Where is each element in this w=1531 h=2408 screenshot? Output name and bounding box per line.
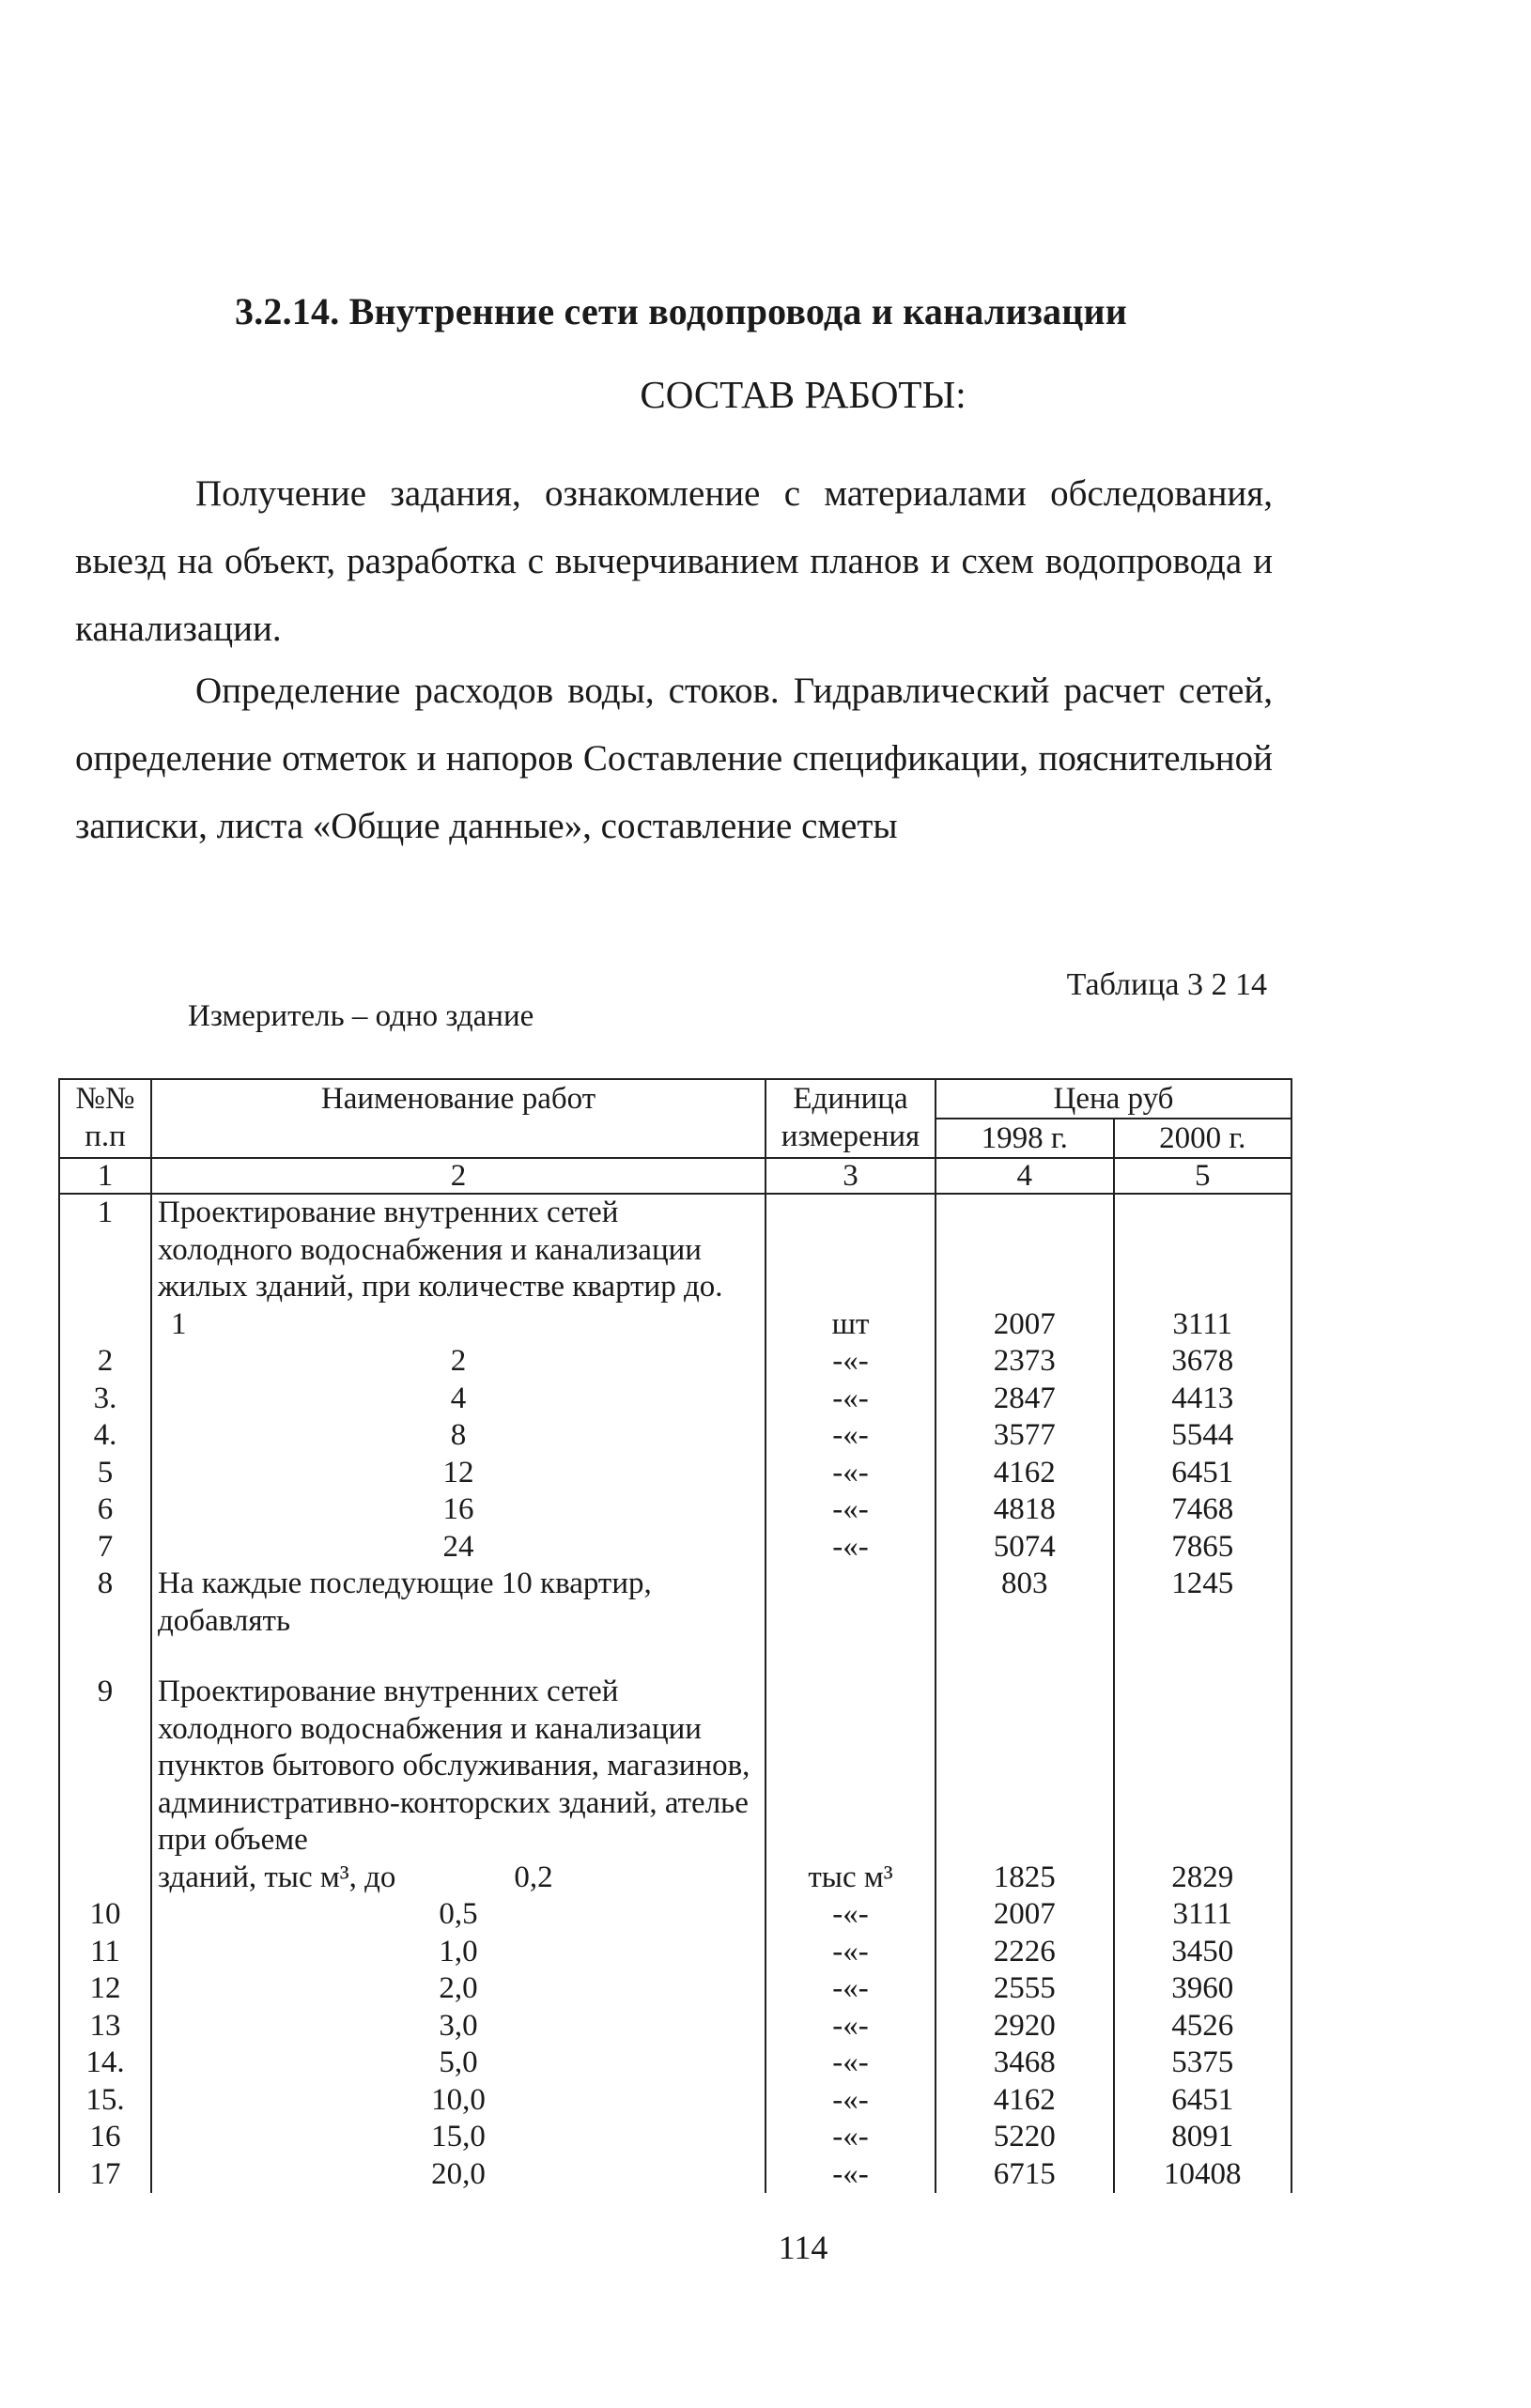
row-unit: -«- xyxy=(766,1970,936,2008)
row-price-1998: 2555 xyxy=(936,1970,1114,2008)
column-number: 1 xyxy=(59,1158,151,1194)
row-price-2000: 3960 xyxy=(1114,1970,1292,2008)
row-price-2000: 3678 xyxy=(1114,1343,1292,1381)
table-row xyxy=(59,2082,1291,2120)
row-price-2000: 3111 xyxy=(1114,1896,1292,1934)
row-unit: -«- xyxy=(766,2156,936,2194)
row-qty: 12 xyxy=(151,1455,766,1492)
row-price-1998: 6715 xyxy=(936,2156,1114,2194)
table-row xyxy=(59,1896,1291,1934)
row-qty: 10,0 xyxy=(151,2082,766,2120)
row-no: 10 xyxy=(59,1896,151,1934)
row-price-2000: 8091 xyxy=(1114,2119,1292,2156)
table-row xyxy=(59,1455,1291,1492)
row-price-2000: 7468 xyxy=(1114,1491,1292,1529)
row-unit: -«- xyxy=(766,2045,936,2082)
row-name: На каждые последующие 10 квартир, добавлять xyxy=(151,1566,766,1640)
header-price: Цена руб xyxy=(936,1079,1291,1119)
column-number-row xyxy=(59,1158,1291,1194)
table-row xyxy=(59,1381,1291,1418)
row-price-2000: 2829 xyxy=(1114,1674,1292,1896)
row-qty: 0,2 xyxy=(514,1860,553,1894)
row-price-1998: 1825 xyxy=(936,1674,1114,1896)
table-row xyxy=(59,2008,1291,2045)
row-unit: -«- xyxy=(766,1417,936,1455)
row-unit: -«- xyxy=(766,1491,936,1529)
paragraph-1 xyxy=(75,460,1273,663)
row-price-1998: 4162 xyxy=(936,2082,1114,2120)
table-row xyxy=(59,2119,1291,2156)
table-row xyxy=(59,2156,1291,2194)
group2-last-line xyxy=(158,1860,759,1897)
row-name xyxy=(151,1674,766,1896)
row-price-2000: 6451 xyxy=(1114,2082,1292,2120)
row-price-2000: 1245 xyxy=(1114,1566,1292,1640)
row-price-2000: 5375 xyxy=(1114,2045,1292,2082)
row-no: 17 xyxy=(59,2156,151,2194)
table-row xyxy=(59,1417,1291,1455)
row-no: 8 xyxy=(59,1566,151,1640)
row-unit: -«- xyxy=(766,2082,936,2120)
row-unit: -«- xyxy=(766,1934,936,1971)
row-price-2000: 3450 xyxy=(1114,1934,1292,1971)
column-number: 4 xyxy=(936,1158,1114,1194)
row-price-2000: 6451 xyxy=(1114,1455,1292,1492)
row-no: 14. xyxy=(59,2045,151,2082)
group2-description: Проектирование внутренних сетей холодного водоснабжения и канализации пунктов бытового обслуживания, магазинов, административно-конторских зданий, ателье при объеме xyxy=(158,1675,750,1857)
table-row xyxy=(59,1934,1291,1971)
table-row xyxy=(59,1529,1291,1567)
row-price-1998: 2920 xyxy=(936,2008,1114,2045)
row-price-1998: 803 xyxy=(936,1566,1114,1640)
row-no: 11 xyxy=(59,1934,151,1971)
row-qty: 2,0 xyxy=(151,1970,766,2008)
row-unit: -«- xyxy=(766,1343,936,1381)
row-price-1998: 2373 xyxy=(936,1343,1114,1381)
row-qty: 5,0 xyxy=(151,2045,766,2082)
row-price-1998: 3468 xyxy=(936,2045,1114,2082)
meter-label: Измеритель – одно здание xyxy=(188,999,534,1033)
page-number: 114 xyxy=(778,2229,828,2266)
row-price-2000: 4413 xyxy=(1114,1381,1292,1418)
row-name xyxy=(151,1194,766,1343)
table-row xyxy=(59,1566,1291,1640)
work-composition-heading: СОСТАВ РАБОТЫ: xyxy=(640,373,967,416)
row-qty: 4 xyxy=(151,1381,766,1418)
header-year-2000: 2000 г. xyxy=(1114,1119,1292,1158)
table-row xyxy=(59,1970,1291,2008)
row-unit: -«- xyxy=(766,2008,936,2045)
table-row xyxy=(59,1194,1291,1343)
row-qty: 16 xyxy=(151,1491,766,1529)
row-price-1998: 2007 xyxy=(936,1194,1114,1343)
row-no: 16 xyxy=(59,2119,151,2156)
row-no: 12 xyxy=(59,1970,151,2008)
row-no: 15. xyxy=(59,2082,151,2120)
row-unit: -«- xyxy=(766,1381,936,1418)
column-number: 3 xyxy=(766,1158,936,1194)
column-number: 5 xyxy=(1114,1158,1292,1194)
table-row xyxy=(59,1491,1291,1529)
paragraph-2 xyxy=(75,657,1273,860)
row-no: 9 xyxy=(59,1674,151,1896)
row-price-2000: 7865 xyxy=(1114,1529,1292,1567)
paragraph-1-text: Получение задания, ознакомление с материалами обследования, выезд на объект, разработка с вычерчиванием планов и схем водопровода и канализации. xyxy=(75,473,1273,649)
row-no: 13 xyxy=(59,2008,151,2045)
row-qty: 3,0 xyxy=(151,2008,766,2045)
header-no: №№ п.п xyxy=(59,1079,151,1158)
table-row xyxy=(59,1674,1291,1896)
price-table xyxy=(58,1078,1292,2193)
row-qty: 15,0 xyxy=(151,2119,766,2156)
row-price-1998: 4162 xyxy=(936,1455,1114,1492)
row-price-1998: 2007 xyxy=(936,1896,1114,1934)
row-price-1998: 5220 xyxy=(936,2119,1114,2156)
row-no: 5 xyxy=(59,1455,151,1492)
row-unit: -«- xyxy=(766,1455,936,1492)
row-no: 6 xyxy=(59,1491,151,1529)
row-qty: 8 xyxy=(151,1417,766,1455)
group1-description: Проектирование внутренних сетей холодного водоснабжения и канализации жилых зданий, при количестве квартир до. xyxy=(158,1196,723,1304)
row-qty: 2 xyxy=(151,1343,766,1381)
header-year-1998: 1998 г. xyxy=(936,1119,1114,1158)
row-qty: 20,0 xyxy=(151,2156,766,2194)
header-unit: Единица измерения xyxy=(766,1079,936,1158)
row-price-2000: 4526 xyxy=(1114,2008,1292,2045)
table-label: Таблица 3 2 14 xyxy=(1066,967,1267,1002)
row-unit: -«- xyxy=(766,1896,936,1934)
row-no: 1 xyxy=(59,1194,151,1343)
row-unit: -«- xyxy=(766,1529,936,1567)
row-unit: -«- xyxy=(766,2119,936,2156)
row-unit: шт xyxy=(766,1194,936,1343)
paragraph-2-text: Определение расходов воды, стоков. Гидравлический расчет сетей, определение отметок и напоров Составление спецификации, пояснительной записки, листа «Общие данные», составление сметы xyxy=(75,671,1273,846)
row-unit xyxy=(766,1566,936,1640)
row-price-1998: 2226 xyxy=(936,1934,1114,1971)
row-no: 3. xyxy=(59,1381,151,1418)
column-number: 2 xyxy=(151,1158,766,1194)
group2-last-line-text: зданий, тыс м³, до xyxy=(158,1860,396,1894)
row-qty: 24 xyxy=(151,1529,766,1567)
row-price-1998: 5074 xyxy=(936,1529,1114,1567)
row-no: 2 xyxy=(59,1343,151,1381)
row-price-2000: 5544 xyxy=(1114,1417,1292,1455)
row-price-1998: 3577 xyxy=(936,1417,1114,1455)
row-qty: 1 xyxy=(171,1306,187,1341)
row-price-2000: 10408 xyxy=(1114,2156,1292,2194)
row-price-1998: 4818 xyxy=(936,1491,1114,1529)
row-price-1998: 2847 xyxy=(936,1381,1114,1418)
row-unit: тыс м³ xyxy=(766,1674,936,1896)
header-name: Наименование работ xyxy=(151,1079,766,1158)
table-row xyxy=(59,2045,1291,2082)
row-no: 7 xyxy=(59,1529,151,1567)
section-title: 3.2.14. Внутренние сети водопровода и канализации xyxy=(235,290,1127,332)
row-no: 4. xyxy=(59,1417,151,1455)
table-row xyxy=(59,1343,1291,1381)
spacer-row xyxy=(59,1640,1291,1674)
row-qty: 1,0 xyxy=(151,1934,766,1971)
row-price-2000: 3111 xyxy=(1114,1194,1292,1343)
row-qty: 0,5 xyxy=(151,1896,766,1934)
